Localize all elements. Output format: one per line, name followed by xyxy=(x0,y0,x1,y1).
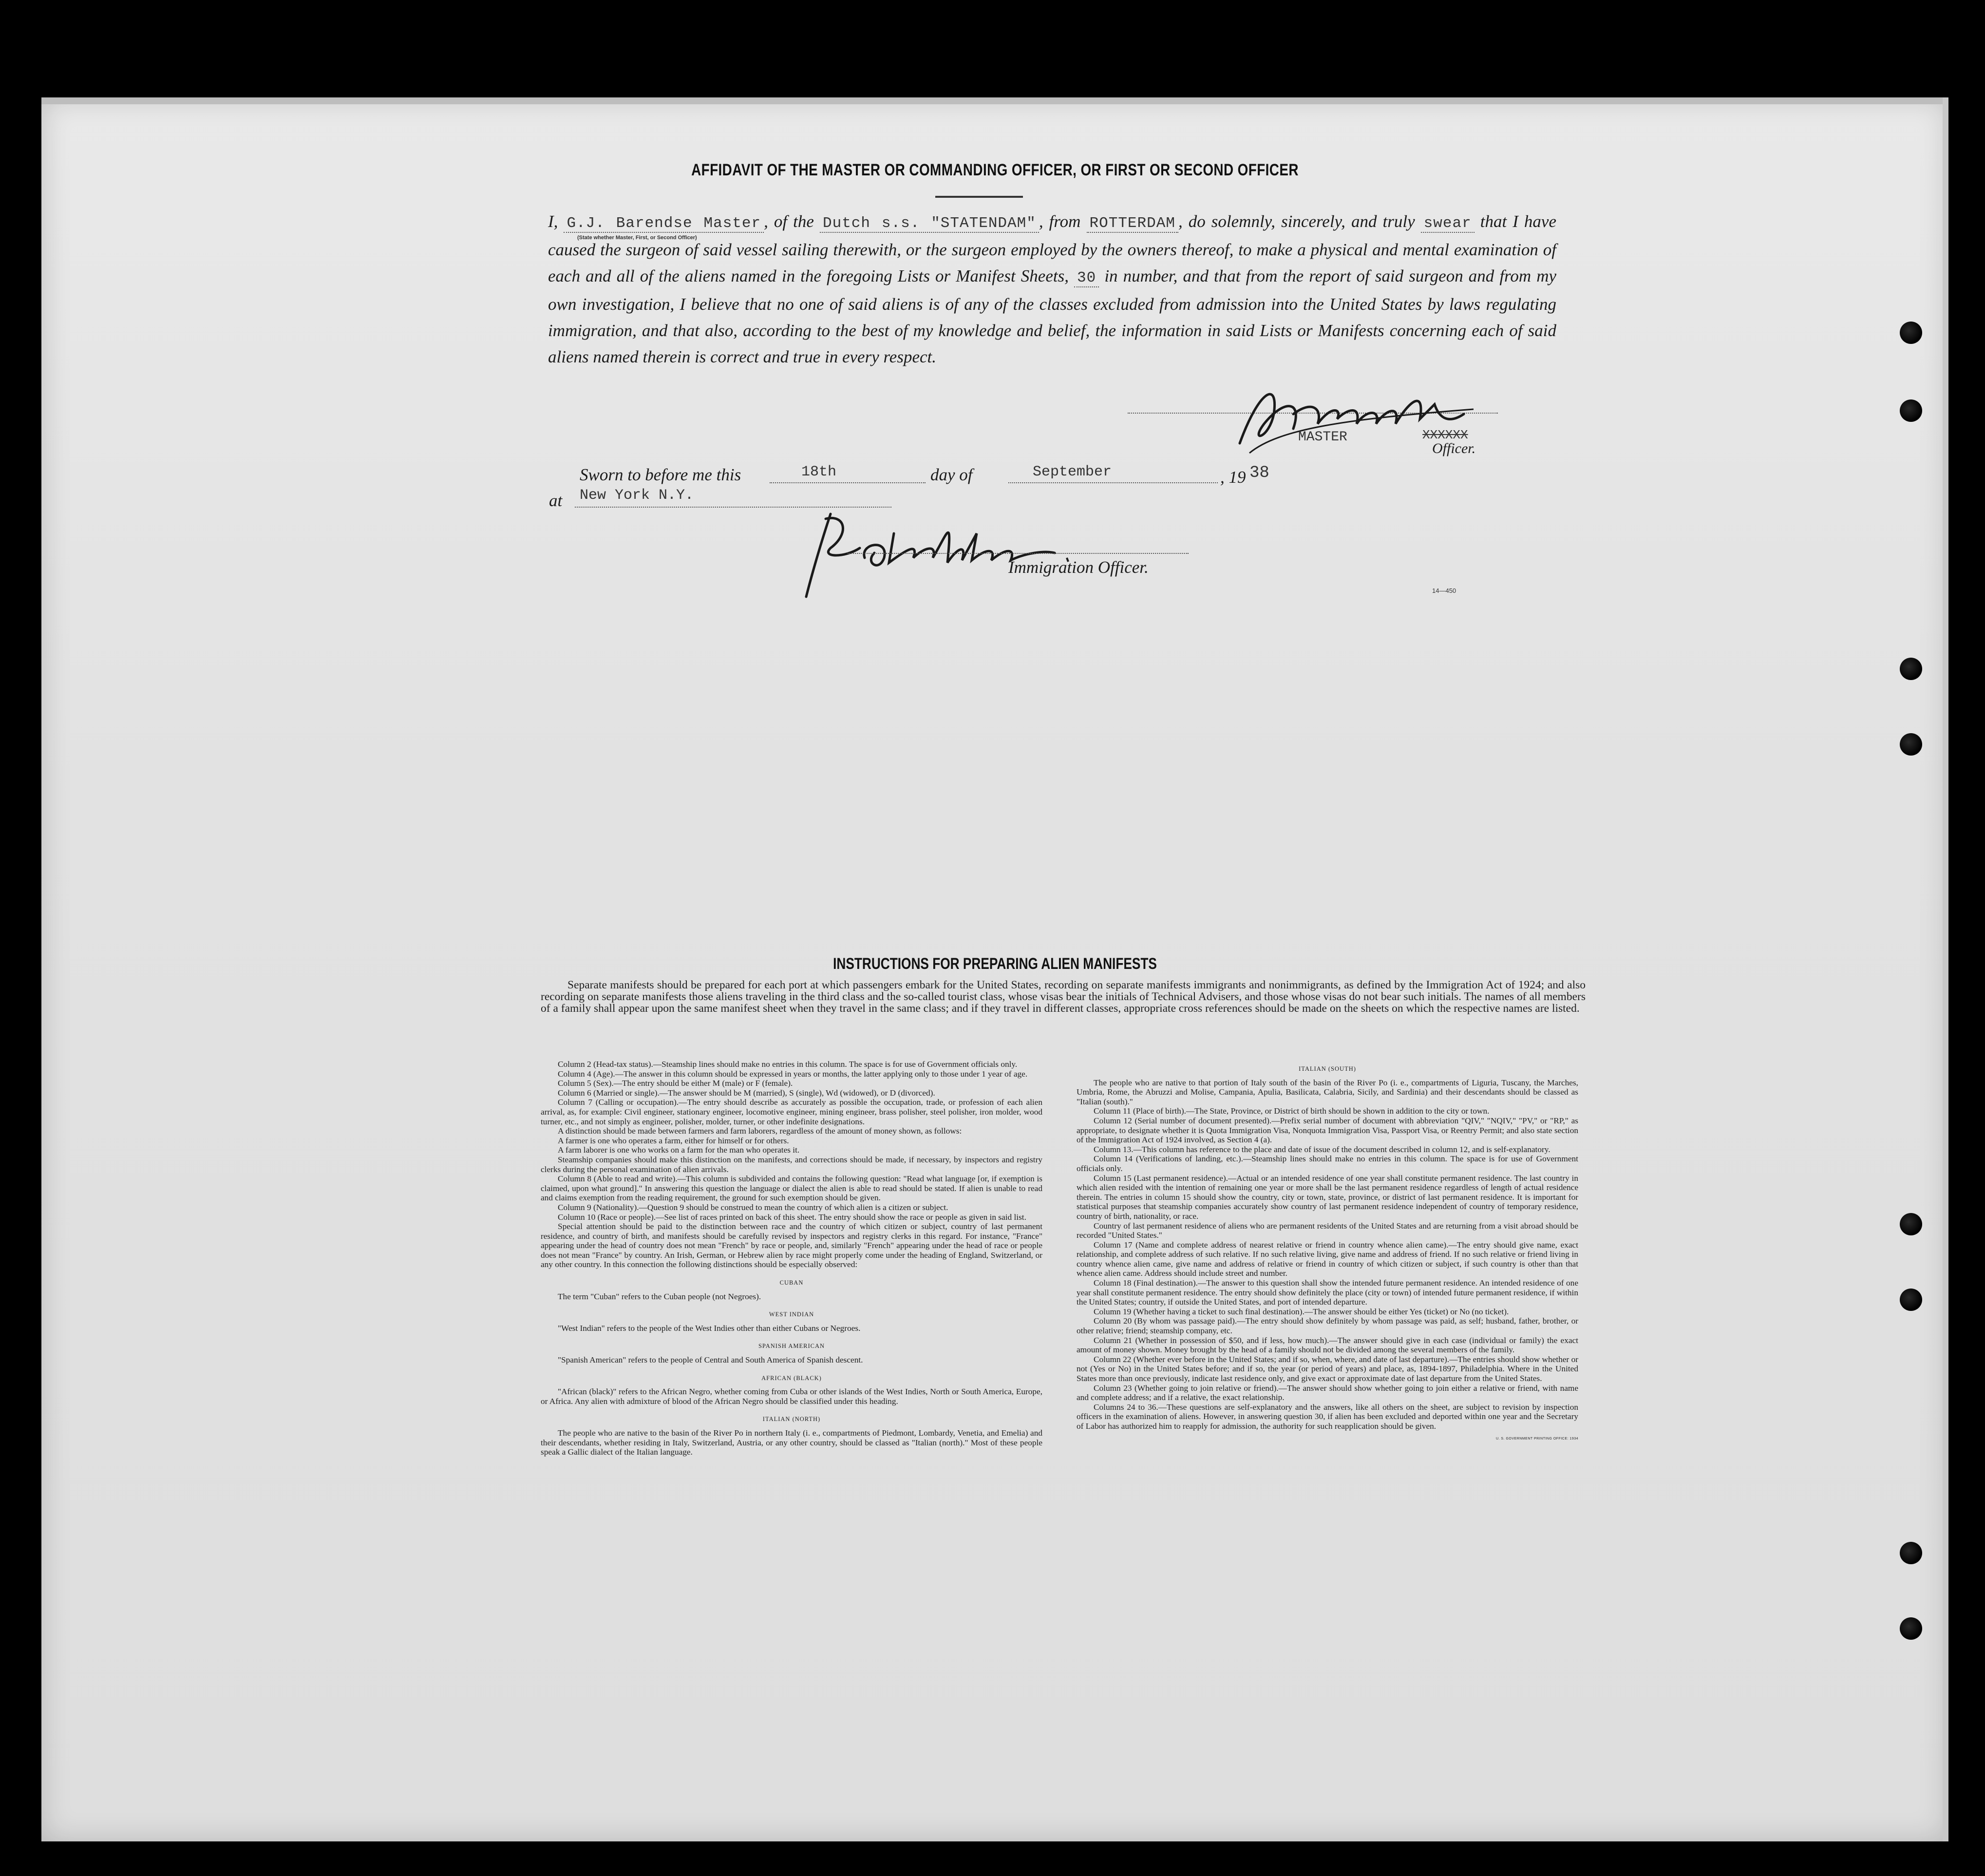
instruction-paragraph: Column 5 (Sex).—The entry should be either M (male) or F (female). xyxy=(558,1079,793,1088)
section-heading-italian-south: ITALIAN (SOUTH) xyxy=(1299,1065,1356,1072)
instruction-paragraph: The people who are native to the basin of the River Po in northern Italy (i. e., compartments of Piedmont, Lombardy, Venetia, and Emelia) and their descendants, whether residing in Italy, Switzerland, Austria, or any other country, should be classed as "Italian (north)." Most of these people speak a Gallic dialect of the Italian language. xyxy=(541,1428,1042,1457)
day-of-label: day of xyxy=(930,465,973,484)
binder-hole xyxy=(1900,1289,1922,1311)
section-heading-spanish-american: SPANISH AMERICAN xyxy=(758,1343,825,1350)
affidavit-title: AFFIDAVIT OF THE MASTER OR COMMANDING OFFICER, OR FIRST OR SECOND OFFICER xyxy=(691,161,1299,179)
instruction-paragraph: Column 22 (Whether ever before in the United States; and if so, when, where, and date of last departure).—The entries should show whether or not (Yes or No) in the United States before; and if so, the year (or period of years) and place, as, 1894-1897, Philadelphia. Where in the United States more than once previously, indicate last residence only, and give exact or approximate date of last departure from the United States. xyxy=(1077,1354,1578,1383)
binder-hole xyxy=(1900,1213,1922,1235)
section-heading-african: AFRICAN (BLACK) xyxy=(761,1374,822,1382)
binder-hole xyxy=(1900,399,1922,422)
instruction-paragraph: "Spanish American" refers to the people of Central and South America of Spanish descent. xyxy=(558,1355,863,1365)
month-line xyxy=(1008,482,1218,483)
immigration-officer-line xyxy=(848,553,1189,554)
printing-office-note: U. S. GOVERNMENT PRINTING OFFICE: 1934 xyxy=(1495,1437,1578,1440)
officer-name-field: G.J. Barendse Master xyxy=(564,215,764,233)
vessel-field: Dutch s.s. "STATENDAM" xyxy=(820,215,1039,233)
instruction-paragraph: Column 12 (Serial number of document presented).—Prefix serial number of document with abbreviation "QIV," "NQIV," "PV," or "RP," as appropriate, to designate whether it is Quota Immigration Visa, Nonquota Immigration Visa, Passport Visa, or Reentry Permit; and also state section of the Immigration Act of 1924 involved, as Section 4 (a). xyxy=(1077,1116,1578,1145)
oath-field: swear xyxy=(1421,215,1475,233)
page-top-edge xyxy=(41,97,1948,104)
immigration-officer-label: Immigration Officer. xyxy=(1008,558,1149,577)
binder-hole xyxy=(1900,322,1922,344)
sworn-label: Sworn to before me this xyxy=(580,465,741,484)
instructions-title: INSTRUCTIONS FOR PREPARING ALIEN MANIFESTS xyxy=(833,955,1157,972)
instruction-paragraph: Column 9 (Nationality).—Question 9 should be construed to mean the country of which alien is a citizen or subject. xyxy=(558,1202,948,1212)
instruction-paragraph: "West Indian" refers to the people of the West Indies other than either Cubans or Negroes. xyxy=(558,1323,861,1333)
instruction-paragraph: Column 14 (Verifications of landing, etc.).—Steamship lines should make no entries in this column. The space is for use of Government officials only. xyxy=(1077,1154,1578,1173)
day-value: 18th xyxy=(801,464,837,480)
section-heading-italian-north: ITALIAN (NORTH) xyxy=(762,1416,821,1423)
instruction-paragraph: Columns 24 to 36.—These questions are self-explanatory and the answers, like all others on the sheet, are subject to revision by inspection officers in the examination of aliens. However, in answering question 30, if alien has been excluded and deported within one year and the Secretary of Labor has authorized him to reapply for admission, the authority for such reapplication should be given. xyxy=(1077,1402,1578,1431)
instruction-paragraph: Column 7 (Calling or occupation).—The entry should describe as accurately as possible the occupation, trade, or profession of each alien arrival, as, for example: Civil engineer, stationary engineer, locomotive engineer, mining engineer, brass polisher, steel polisher, iron molder, wood turner, etc., and not simply as engineer, polisher, molder, turner, or other indefinite designations. xyxy=(541,1098,1042,1126)
at-label: at xyxy=(549,491,563,510)
instruction-paragraph: Column 11 (Place of birth).—The State, Province, or District of birth should be shown in addition to the city or town. xyxy=(1094,1106,1490,1116)
instruction-paragraph: Column 23 (Whether going to join relative or friend).—The answer should show whether going to join either a relative or friend, with name and complete address; and if a relative, the exact relationship. xyxy=(1077,1383,1578,1402)
instruction-paragraph: The people who are native to that portion of Italy south of the basin of the River Po (i. e., compartments of Liguria, Tuscany, the Marches, Umbria, Rome, the Abruzzi and Molise, Campania, Apulia, Basilicata, Calabria, Sicily, and Sardinia) and their descendants should be classed as "Italian (south)." xyxy=(1077,1078,1578,1106)
manifest-page xyxy=(41,97,1948,1841)
instruction-paragraph: Column 17 (Name and complete address of nearest relative or friend in country whence alien came).—The entry should give name, exact relationship, and complete address of such relative. If no such relative living, give name and address of friend. If no such relative or friend living in country whence alien came, give name and address of relative or friend in country of which citizen or subject, if such country is other than that whence alien came. Address should include street and number. xyxy=(1077,1240,1578,1278)
place-value: New York N.Y. xyxy=(580,487,694,504)
instructions-right-column xyxy=(1077,1060,1578,1443)
day-line xyxy=(770,482,926,483)
instruction-paragraph: Column 8 (Able to read and write).—This column is subdivided and contains the following question: "Read what language [or, if exemption is claimed, upon what ground]." In answering this question the language or dialect the alien is able to read should be stated. If alien is unable to read and claims exemption from the reading requirement, the ground for such exemption should be given. xyxy=(541,1174,1042,1203)
section-heading-cuban: CUBAN xyxy=(779,1279,804,1287)
instruction-paragraph: Column 6 (Married or single).—The answer should be M (married), S (single), Wd (widowed), or D (divorced). xyxy=(558,1088,935,1098)
instruction-paragraph: The term "Cuban" refers to the Cuban people (not Negroes). xyxy=(558,1291,761,1301)
instruction-paragraph: Column 20 (By whom was passage paid).—The entry should show definitely by whom passage was paid, as self; husband, father, brother, or other relative; friend; steamship company, etc. xyxy=(1077,1316,1578,1336)
affidavit-text: , from xyxy=(1039,212,1081,231)
instruction-paragraph: Special attention should be paid to the distinction between race and the country of which citizen or subject, country of last permanent residence, and country of birth, and manifests should be carefully revised by inspectors and registry clerks in this regard. For instance, "France" appearing under the head of country does not mean "French" by race or people, and, similarly "French" appearing under the head of race or people does not mean "France" by country. An Irish, German, or Hebrew alien by race might properly come under the heading of England, Switzerland, or any other country. In this connection the following distinctions should be especially observed: xyxy=(541,1222,1042,1270)
instruction-paragraph: Column 13.—This column has reference to the place and date of issue of the document described in column 12, and is self-explanatory. xyxy=(1094,1144,1550,1154)
instruction-paragraph: Country of last permanent residence of aliens who are permanent residents of the United States and are returning from a visit abroad should be recorded "United States." xyxy=(1077,1221,1578,1240)
year-value: 38 xyxy=(1249,464,1269,482)
section-heading-west-indian: WEST INDIAN xyxy=(769,1311,814,1318)
officer-label: Officer. xyxy=(1432,440,1476,456)
officer-rank-note: (State whether Master, First, or Second Officer) xyxy=(577,235,697,241)
title-rule xyxy=(935,196,1023,198)
affidavit-text: in number, and that from the report of said surgeon and from my own investigation, I believe that no one of said aliens is of any of the classes excluded from admission into the United States by laws regulating immigration, and that also, according to the best of my knowledge and belief, the information in said Lists or Manifests concerning each of said aliens named therein is correct and true in every respect. xyxy=(548,266,1557,366)
rank-value: MASTER xyxy=(1298,430,1347,445)
instruction-paragraph: Column 21 (Whether in possession of $50, and if less, how much).—The answer should give in each case (individual or family) the exact amount of money shown. Money brought by the head of a family should not be divided among the several members of the family. xyxy=(1077,1335,1578,1355)
binder-hole xyxy=(1900,1617,1922,1640)
instruction-paragraph: Column 18 (Final destination).—The answer to this question shall show the intended future permanent residence. An intended residence of one year shall constitute permanent residence. The entry should show definitely the place (city or town) of intended future permanent residence, if within the United States; country, if outside the United States, and port of intended departure. xyxy=(1077,1278,1578,1307)
affidavit-paragraph xyxy=(548,208,1556,370)
form-number: 14—450 xyxy=(1432,587,1456,594)
binder-hole xyxy=(1900,658,1922,680)
affidavit-text: , of the xyxy=(764,212,814,231)
affidavit-text: , do solemnly, sincerely, and truly xyxy=(1178,212,1415,231)
instruction-paragraph: Column 4 (Age).—The answer in this column should be expressed in years or months, the latter applying only to those under 1 year of age. xyxy=(558,1069,1028,1079)
year-prefix: , 19 xyxy=(1220,468,1246,487)
instructions-left-column xyxy=(541,1060,1042,1457)
month-value: September xyxy=(1033,464,1112,480)
struck-officer-rank: XXXXXX xyxy=(1422,428,1468,442)
binder-hole xyxy=(1900,1542,1922,1564)
port-field: ROTTERDAM xyxy=(1087,215,1178,233)
instruction-paragraph: "African (black)" refers to the African Negro, whether coming from Cuba or other islands of the West Indies, North or South America, Europe, or Africa. Any alien with admixture of blood of the African Negro should be classified under this heading. xyxy=(541,1387,1042,1406)
instruction-paragraph: A farmer is one who operates a farm, either for himself or for others. xyxy=(558,1136,789,1145)
instruction-paragraph: A distinction should be made between farmers and farm laborers, regardless of the amount of money shown, as follows: xyxy=(558,1126,962,1136)
instructions-intro: Separate manifests should be prepared for each port at which passengers embark for the United States, recording on separate manifests immigrants and nonimmigrants, as defined by the Immigration Act of 1924; and also recording on separate manifests those aliens traveling in the third class and the so-called tourist class, whose visas bear the initials of Technical Advisers, and those whose visas do not bear such initials. The names of all members of a family shall appear upon the same manifest sheet when they travel in the same class; and if they travel in different classes, appropriate cross references should be made on the sheets on which the respective names are listed. xyxy=(541,979,1586,1015)
instruction-paragraph: Column 2 (Head-tax status).—Steamship lines should make no entries in this column. The space is for use of Government officials only. xyxy=(558,1060,1018,1069)
affidavit-text: that I have caused the surgeon of said vessel sailing therewith, or the surgeon employed by the owners thereof, to make a physical and mental examination of each and all of the aliens named in the foregoing Lists or Manifest Sheets, xyxy=(548,212,1556,285)
sheets-count-field: 30 xyxy=(1074,269,1099,287)
instruction-paragraph: Column 10 (Race or people).—See list of races printed on back of this sheet. The entry should show the race or people as given in said list. xyxy=(558,1212,1026,1222)
instruction-paragraph: Column 19 (Whether having a ticket to such final destination).—The answer should be either Yes (ticket) or No (no ticket). xyxy=(1094,1307,1509,1316)
instruction-paragraph: A farm laborer is one who works on a farm for the man who operates it. xyxy=(558,1145,800,1155)
instruction-paragraph: Steamship companies should make this distinction on the manifests, and corrections should be made, if necessary, by inspectors and registry clerks during the personal examination of alien arrivals. xyxy=(541,1155,1042,1174)
binder-hole xyxy=(1900,733,1922,756)
page-right-edge xyxy=(1943,97,1948,1841)
affidavit-text: I, xyxy=(548,212,558,231)
instruction-paragraph: Column 15 (Last permanent residence).—Actual or an intended residence of one year shall constitute permanent residence. The last country in which alien resided with the intention of remaining one year or more shall be the last permanent residence regardless of length of actual residence therein. The entries in column 15 should show the country, city or town, state, province, or district of last permanent residence. It is important for statistical purposes that steamship companies accurately show country of last permanent residence independent of country of temporary residence, country of birth, nationality, or race. xyxy=(1077,1173,1578,1221)
